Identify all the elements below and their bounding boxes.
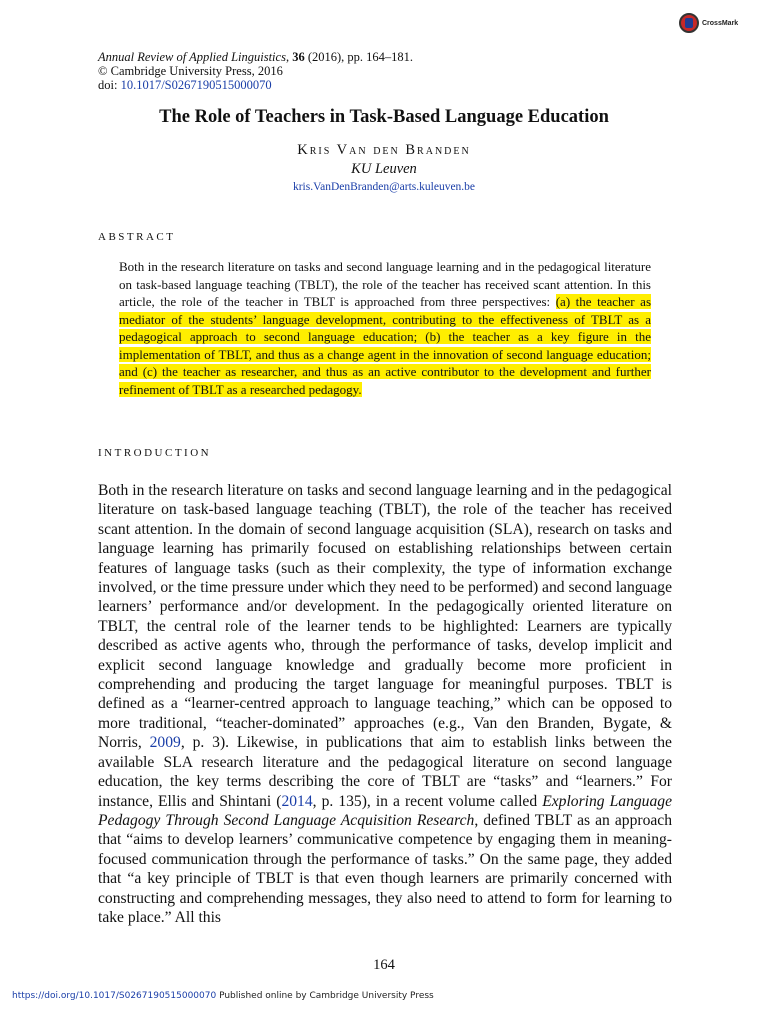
citation-link-2014[interactable]: 2014	[281, 792, 313, 810]
footer-doi-link[interactable]: https://doi.org/10.1017/S0267190515000070	[12, 991, 217, 1001]
doi-link[interactable]: 10.1017/S0267190515000070	[120, 78, 272, 92]
author-affiliation: KU Leuven	[351, 161, 417, 177]
journal-copyright: © Cambridge University Press, 2016	[98, 64, 283, 78]
abstract-plain: Both in the research literature on tasks and second language learning and in the pedagogical literature on task-based language teaching (TBLT), the role of the teacher has received scant attention. In this article, the role of the teacher in TBLT is approached from three perspectives:	[119, 259, 651, 309]
article-title: The Role of Teachers in Task-Based Language Education	[159, 107, 609, 127]
author-name: Kris Van den Branden	[297, 142, 471, 158]
crossmark-icon	[679, 13, 699, 33]
abstract-heading: ABSTRACT	[98, 231, 176, 243]
intro-text-2: , p. 3). Likewise, in publications that aim to establish links between the available SLA research literature and the pedagogical literature on second language education, the key terms describing the core of TBLT are “tasks” and “learners.” For instance, Ellis and Shintani (	[98, 734, 672, 810]
journal-volume: 36	[292, 50, 305, 64]
journal-info	[98, 50, 413, 92]
journal-citation: Annual Review of Applied Linguistics, 36 (2016), pp. 164–181.	[98, 50, 414, 64]
book-title: Exploring Language Pedagogy Through Second Language Acquisition Research	[98, 792, 672, 829]
abstract-text	[119, 258, 651, 398]
crossmark-label: CrossMark	[702, 19, 739, 27]
introduction-paragraph	[98, 481, 672, 927]
intro-text-4: , defined TBLT as an approach that “aims to develop learners’ communicative competence by engaging them in meaning-focused communication through the performance of tasks.” On the same page, they added that “a key principle of TBLT is that even though learners are primarily concerned with constructing and comprehending messages, they also need to attend to form for learning to take place.” All this	[98, 811, 673, 926]
intro-text-1: Both in the research literature on tasks and second language learning and in the pedagogical literature on task-based language teaching (TBLT), the role of the teacher has received scant attention. In the domain of second language acquisition (SLA), research on tasks and language learning has primarily focused on establishing relationships between certain features of language tasks (such as their complexity, the type of information exchange involved, or the time pressure under which they need to be performed) and second language learners’ performance and/or development. In the pedagogically oriented literature on TBLT, the central role of the learner tends to be highlighted: Learners are typically described as active agents who, through the performance of tasks, develop implicit and explicit second language knowledge and gradually become more proficient in comprehending and producing the target language for meaningful purposes. TBLT is defined as a “learner-centred approach to language teaching,” which can be opposed to more traditional, “teacher-dominated” approaches (e.g., Van den Branden, Bygate, & Norris,	[98, 482, 672, 752]
journal-doi	[98, 78, 413, 92]
footer-published: Published online by Cambridge University Press	[216, 991, 434, 1001]
doi-prefix: doi:	[98, 78, 121, 92]
crossmark-badge[interactable]	[679, 13, 738, 33]
journal-year-pages: (2016), pp. 164–181.	[304, 50, 414, 64]
abstract-highlight[interactable]: (a) the teacher as mediator of the students’ language development, contributing to the effectiveness of TBLT as a pedagogical approach to second language education; (b) the teacher as a key figure in the implementation of TBLT, and thus as a change agent in the innovation of second language education; and (c) the teacher as researcher, and thus as an active contributor to the development and further refinement of TBLT as a researched pedagogy.	[119, 294, 651, 397]
footer	[12, 991, 434, 1001]
journal-name: Annual Review of Applied Linguistics	[98, 50, 286, 64]
author-email-link[interactable]: kris.VanDenBranden@arts.kuleuven.be	[292, 181, 476, 193]
introduction-body	[98, 481, 672, 927]
introduction-heading: INTRODUCTION	[98, 447, 212, 459]
citation-link-2009[interactable]: 2009	[149, 734, 181, 752]
page-number: 164	[373, 957, 395, 973]
intro-text-3: , p. 135), in a recent volume called	[312, 792, 543, 810]
